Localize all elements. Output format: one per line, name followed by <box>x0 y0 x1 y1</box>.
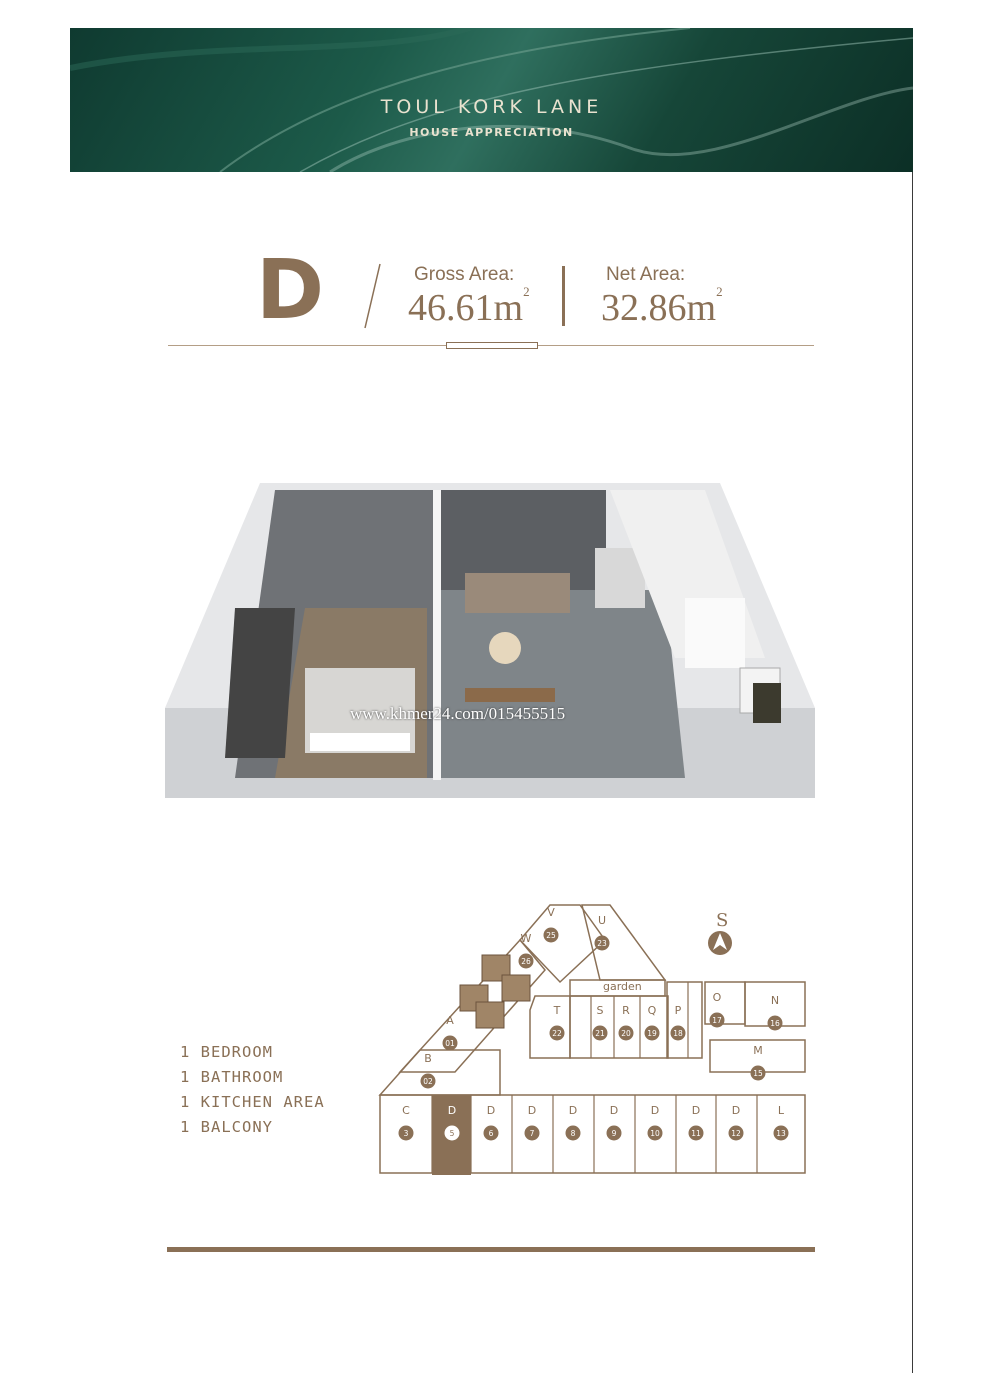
divider-bar <box>562 266 565 326</box>
unit-number: 19 <box>647 1029 657 1038</box>
unit-letter: S <box>596 1004 604 1017</box>
unit-number: 10 <box>650 1129 660 1138</box>
unit-letter: P <box>674 1004 682 1017</box>
project-subtitle: HOUSE APPRECIATION <box>409 126 574 139</box>
floor-plan-render <box>165 478 815 808</box>
unit-number: 17 <box>712 1016 722 1025</box>
unit-number: 26 <box>521 957 531 966</box>
unit-letter: D <box>650 1104 660 1117</box>
header-banner <box>70 28 913 172</box>
unit-number: 18 <box>673 1029 683 1038</box>
unit-number: 13 <box>776 1129 786 1138</box>
heading-rule-tab <box>446 342 538 349</box>
unit-number: 25 <box>546 931 556 940</box>
unit-letter: D <box>731 1104 741 1117</box>
unit-number: 3 <box>403 1129 409 1138</box>
divider-slash <box>362 262 382 332</box>
garden-label: garden <box>603 980 642 993</box>
unit-number: 5 <box>449 1129 455 1138</box>
unit-letter: R <box>622 1004 630 1017</box>
unit-number: 8 <box>570 1129 576 1138</box>
unit-number: 7 <box>529 1129 535 1138</box>
unit-letter: Q <box>647 1004 657 1017</box>
unit-letter: D <box>447 1104 457 1117</box>
unit-number: 6 <box>488 1129 494 1138</box>
unit-letter: D <box>486 1104 496 1117</box>
unit-letter: D <box>527 1104 537 1117</box>
unit-number: 02 <box>423 1077 433 1086</box>
net-area-label: Net Area: <box>606 264 686 285</box>
unit-number: 20 <box>621 1029 631 1038</box>
footer-rule <box>167 1247 815 1252</box>
feature-item: 1 BALCONY <box>180 1118 273 1136</box>
unit-letter: W <box>520 932 532 945</box>
unit-number: 22 <box>552 1029 562 1038</box>
unit-number: 21 <box>595 1029 605 1038</box>
unit-letter: A <box>446 1014 454 1027</box>
unit-number: 9 <box>611 1129 617 1138</box>
unit-letter: B <box>424 1052 432 1065</box>
unit-letter: T <box>553 1004 561 1017</box>
site-plan <box>360 900 810 1180</box>
compass-label: S <box>716 910 729 931</box>
gross-area-value: $46.61m^2$ <box>408 284 530 329</box>
unit-number: 12 <box>731 1129 741 1138</box>
unit-letter: N <box>770 994 780 1007</box>
project-title: TOUL KORK LANE <box>380 96 603 118</box>
watermark-text: www.khmer24.com/015455515 <box>350 704 566 723</box>
gross-area-label: Gross Area: <box>414 264 515 285</box>
unit-number: 16 <box>770 1019 780 1028</box>
unit-type-letter: D <box>256 243 325 338</box>
unit-letter: D <box>568 1104 578 1117</box>
unit-letter: C <box>402 1104 410 1117</box>
unit-letter: U <box>597 914 607 927</box>
unit-letter: M <box>753 1044 763 1057</box>
unit-number: 11 <box>691 1129 701 1138</box>
feature-item: 1 BEDROOM <box>180 1043 273 1061</box>
feature-item: 1 KITCHEN AREA <box>180 1093 325 1111</box>
net-area-value: $32.86m^2$ <box>601 284 723 329</box>
unit-letter: D <box>691 1104 701 1117</box>
unit-number: 01 <box>445 1039 455 1048</box>
feature-item: 1 BATHROOM <box>180 1068 284 1086</box>
feature-list <box>180 1040 325 1140</box>
unit-letter: V <box>547 906 555 919</box>
unit-letter: O <box>712 991 722 1004</box>
unit-number: 15 <box>753 1069 763 1078</box>
unit-letter: L <box>777 1104 785 1117</box>
unit-letter: D <box>609 1104 619 1117</box>
page-edge-rule <box>912 28 913 1373</box>
unit-number: 23 <box>597 939 607 948</box>
